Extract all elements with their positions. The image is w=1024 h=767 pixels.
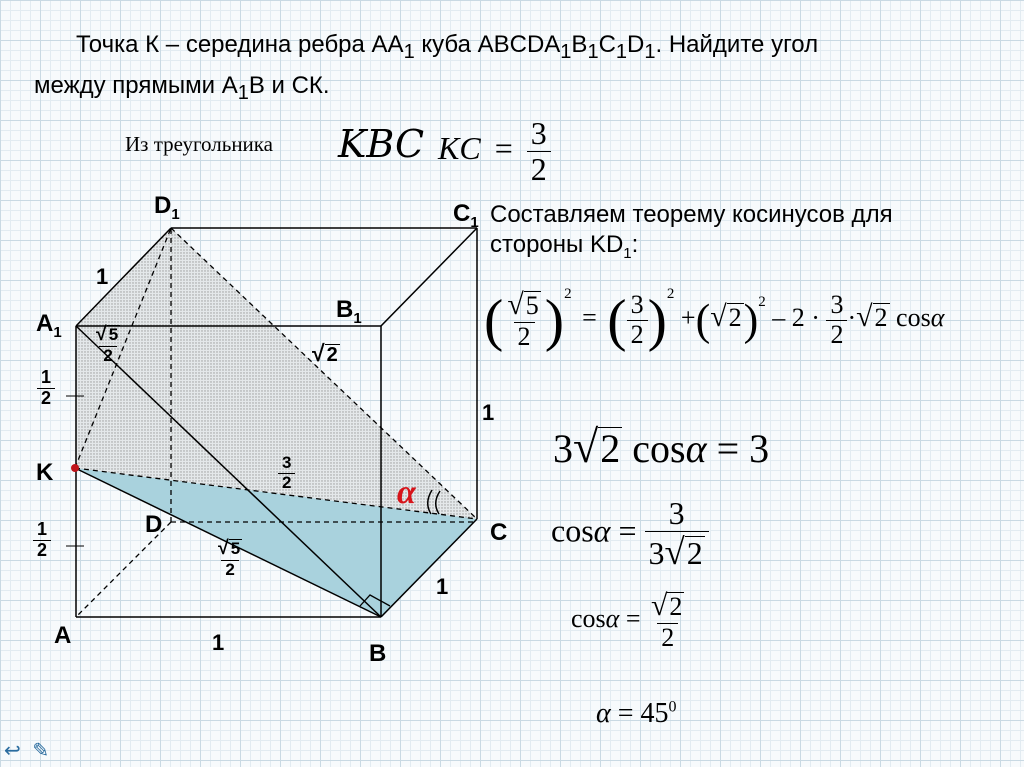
half-top: $\frac{1}{2}$	[37, 368, 55, 409]
label-d1: $D_1$	[154, 192, 180, 223]
edge-label-bc: 1	[436, 574, 449, 599]
point-k	[71, 464, 79, 472]
pen-icon[interactable]: ✎	[32, 740, 50, 762]
label-c1: $C_1$	[453, 200, 479, 231]
sqrt5-half-bottom: $\frac{√ 5}{2}$	[218, 537, 241, 579]
edge-label-a1d1: 1	[96, 264, 109, 289]
cosine-theorem-text: Составляем теорему косинусов для стороны $KD_1$:	[490, 201, 893, 262]
angle-alpha-label: α	[397, 474, 416, 511]
label-k: K	[36, 459, 54, 486]
label-a1: $A_1$	[36, 310, 62, 341]
half-bottom: $\frac{1}{2}$	[33, 520, 51, 561]
sqrt5-half-top: $\frac{√ 5}{2}$	[96, 323, 119, 365]
edge-label-ab: 1	[212, 630, 225, 655]
equation-alpha-result: $\alpha = 45^0$	[596, 698, 677, 729]
from-triangle-text: Из треугольника	[125, 132, 273, 156]
three-half-label: $\frac{3}{2}$	[278, 454, 295, 492]
sqrt2-label: √ 2	[312, 340, 338, 366]
kc-formula: KC = $\frac{3}{2}$	[438, 116, 551, 187]
label-b1: $B_1$	[336, 296, 362, 327]
triangle-name: KBC	[338, 122, 425, 166]
edge-label-b1c: 1	[482, 400, 495, 425]
label-a: A	[54, 622, 72, 649]
equation-cosine-theorem: ( $\frac{√5}{2}$ )$^2$ = ( $\frac{3}{2}$ )$^2 +(√2)^2 - 2$ · $\frac{3}{2}$ ·√2 cosα	[484, 286, 945, 353]
label-c: C	[490, 519, 508, 546]
back-icon[interactable]: ↩	[4, 740, 21, 762]
equation-cos-fraction: cosα = $\frac{3}{3√2}$	[551, 496, 709, 573]
nav-bar	[4, 738, 49, 763]
equation-3sqrt2-cos: 3√2 cosα = 3	[553, 421, 770, 472]
label-b: B	[369, 640, 387, 667]
equation-cos-sqrt2: cosα = $\frac{√2}{2}$	[571, 589, 683, 652]
plane-a1d1c	[75, 228, 477, 519]
problem-statement: Точка К – середина ребра $АА_1$ куба $ABCDA_1B_1C_1D_1$. Найдите угол между прямыми $А_1В$ и СК.	[34, 31, 819, 104]
label-d: D	[145, 511, 163, 538]
